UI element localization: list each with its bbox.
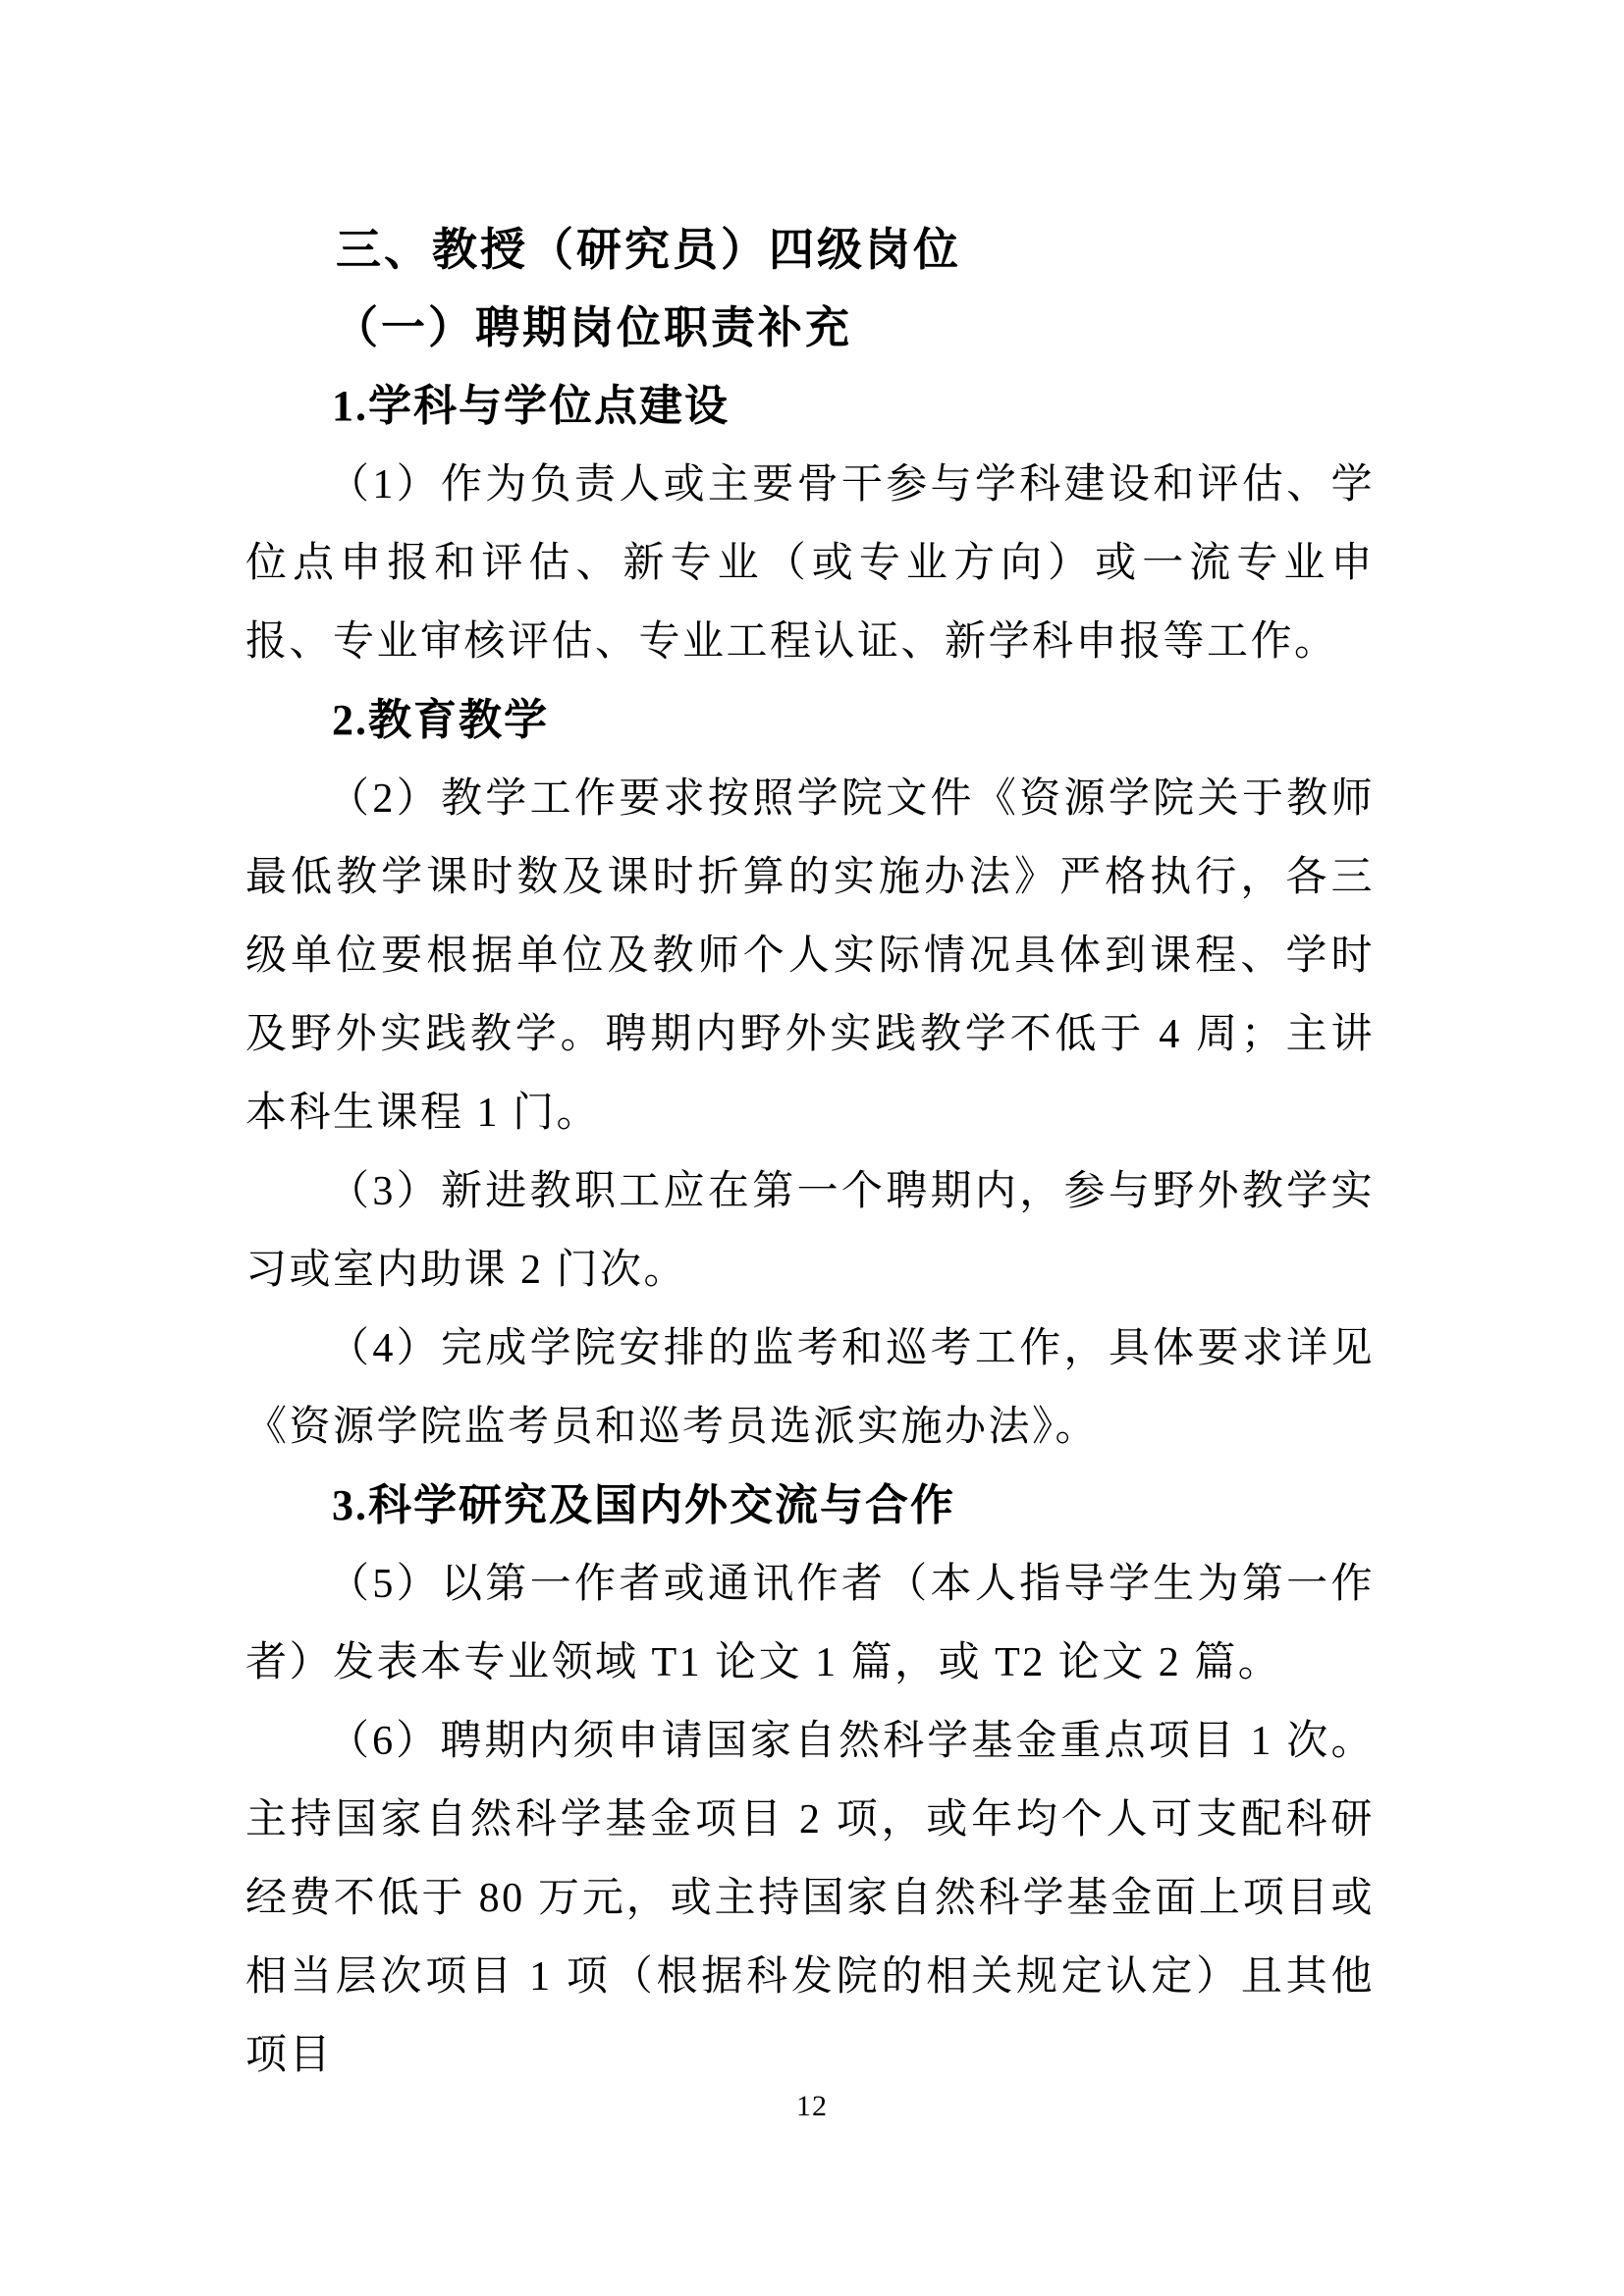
section-3-heading: 3.科学研究及国内外交流与合作 — [332, 1481, 955, 1529]
section-2-paragraph-1: （2）教学工作要求按照学院文件《资源学院关于教师最低教学课时数及课时折算的实施办法》严格执行，各三级单位要根据单位及教师个人实际情况具体到课程、学时及野外实践教学。聘期内野外实践教学不低于 4 周；主讲本科生课程 1 门。 — [245, 776, 1375, 1136]
heading-level-2: （一）聘期岗位职责补充 — [334, 303, 853, 352]
section-1-heading: 1.学科与学位点建设 — [332, 382, 730, 430]
section-3-paragraph-2: （6）聘期内须申请国家自然科学基金重点项目 1 次。主持国家自然科学基金项目 2 项，或年均个人可支配科研经费不低于 80 万元，或主持国家自然科学基金面上项目或相当层次项目 1 项（根据科发院的相关规定认定）且其他项目 — [245, 1719, 1375, 2078]
section-3-paragraph-1: （5）以第一作者或通讯作者（本人指导学生为第一作者）发表本专业领域 T1 论文 1 篇，或 T2 论文 2 篇。 — [245, 1562, 1375, 1685]
section-2-paragraph-2: （3）新进教职工应在第一个聘期内，参与野外教学实习或室内助课 2 门次。 — [245, 1169, 1375, 1293]
heading-level-1: 三、教授（研究员）四级岗位 — [336, 224, 961, 275]
document-content — [245, 210, 1375, 2095]
section-1-paragraph-1: （1）作为负责人或主要骨干参与学科建设和评估、学位点申报和评估、新专业（或专业方向）或一流专业申报、专业审核评估、专业工程认证、新学科申报等工作。 — [245, 462, 1375, 665]
section-2-paragraph-3: （4）完成学院安排的监考和巡考工作，具体要求详见《资源学院监考员和巡考员选派实施办法》。 — [245, 1326, 1375, 1450]
section-2-heading: 2.教育教学 — [332, 696, 549, 744]
page-number: 12 — [796, 2090, 828, 2122]
